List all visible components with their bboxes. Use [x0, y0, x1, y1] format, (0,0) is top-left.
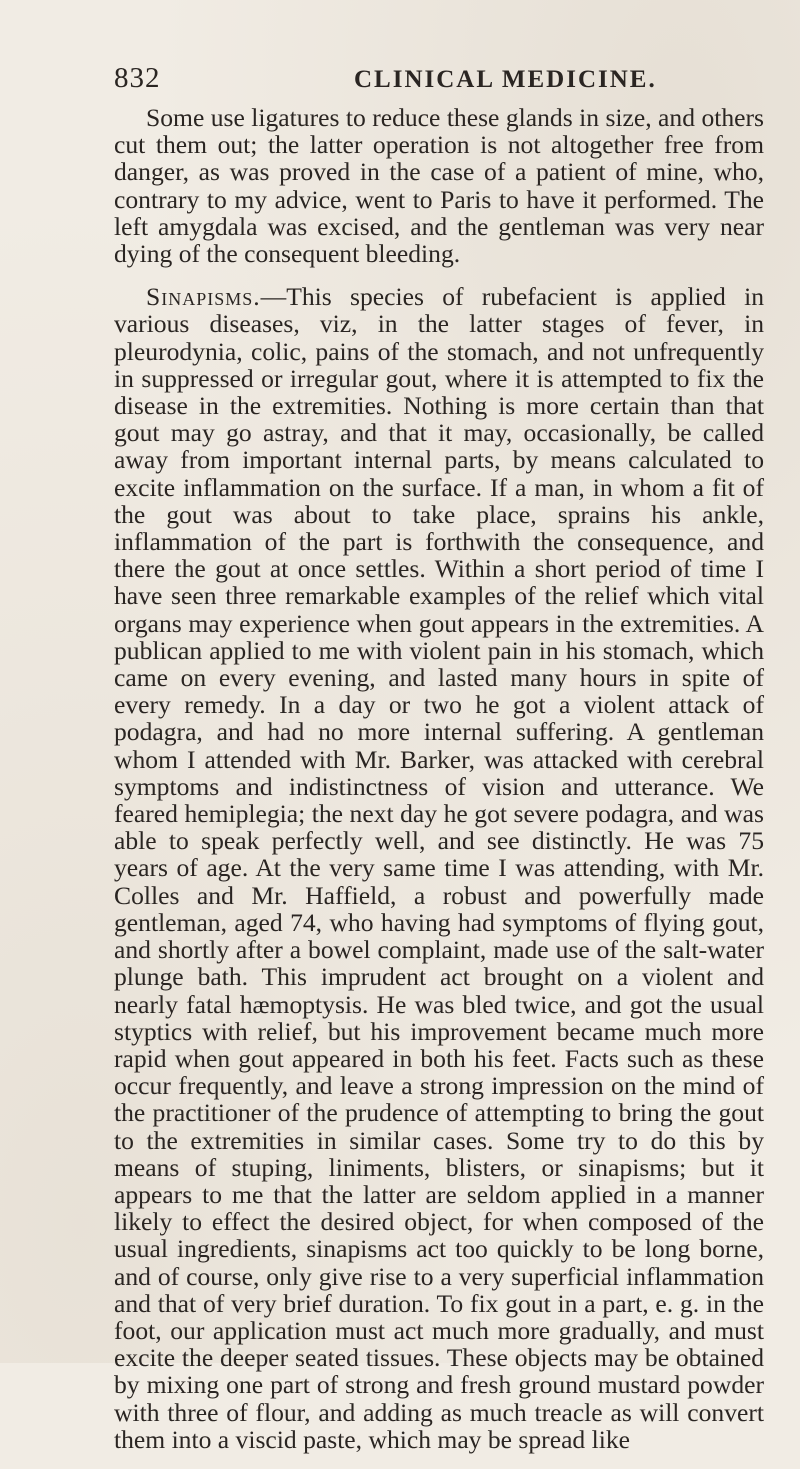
running-title: CLINICAL MEDICINE.: [354, 66, 657, 93]
section-lead-sinapisms: Sinapisms.: [146, 282, 261, 312]
paragraph-sinapisms-text: —This species of rubefacient is applied in various diseases, viz, in the latter stages of fever, in pleurodynia, colic, pains of the stomach, and not unfrequently in suppressed or irregular gout, where it is attempted to fix the disease in the extremities. Nothing is more certain than that gout may go astray, and that it may, occasionally, be called away from important internal parts, by means calculated to excite inflammation on the surface. If a man, in whom a fit of the gout was about to take place, sprains his ankle, inflammation of the part is forthwith the consequence, and there the gout at once settles. Within a short period of time I have seen three remarkable examples of the relief which vital organs may experience when gout appears in the extremities. A publican applied to me with violent pain in his stomach, which came on every evening, and lasted many hours in spite of every remedy. In a day or two he got a violent attack of podagra, and had no more internal suffering. A gentleman whom I attended with Mr. Barker, was attacked with cerebral symptoms and indistinctness of vision and utterance. We feared hemiplegia; the next day he got severe podagra, and was able to speak perfectly well, and see distinctly. He was 75 years of age. At the very same time I was attending, with Mr. Colles and Mr. Haffield, a robust and powerfully made gentleman, aged 74, who having had symptoms of flying gout, and shortly after a bowel complaint, made use of the salt-water plunge bath. This imprudent act brought on a violent and nearly fatal hæmoptysis. He was bled twice, and got the usual styptics with relief, but his improvement became much more rapid when gout appeared in both his feet. Facts such as these occur frequently, and leave a strong impression on the mind of the practitioner of the prudence of attempting to bring the gout to the extremities in similar cases. Some try to do this by means of stuping, liniments, blisters, or sinapisms; but it appears to me that the latter are seldom applied in a manner likely to effect the desired object, for when composed of the usual ingredients, sinapisms act too quickly to be long borne, and of course, only give rise to a very superficial inflammation and that of very brief duration. To fix gout in a part, e. g. in the foot, our application must act much more gradually, and must excite the deeper seated tissues. These objects may be obtained by mixing one part of strong and fresh ground mustard powder with three of flour, and adding as much treacle as will convert them into a viscid paste, which may be spread like: [114, 282, 764, 1454]
body-text: [114, 104, 764, 1469]
running-head: [114, 62, 760, 98]
paragraph-sinapisms: [114, 283, 764, 1453]
paragraph-ligatures: Some use ligatures to reduce these glands in size, and others cut them out; the latter operation is not altogether free from danger, as was proved in the case of a patient of mine, who, contrary to my advice, went to Paris to have it performed. The left amygdala was excised, and the gentleman was very near dying of the consequent bleeding.: [114, 103, 764, 269]
page-number: 832: [114, 62, 161, 94]
